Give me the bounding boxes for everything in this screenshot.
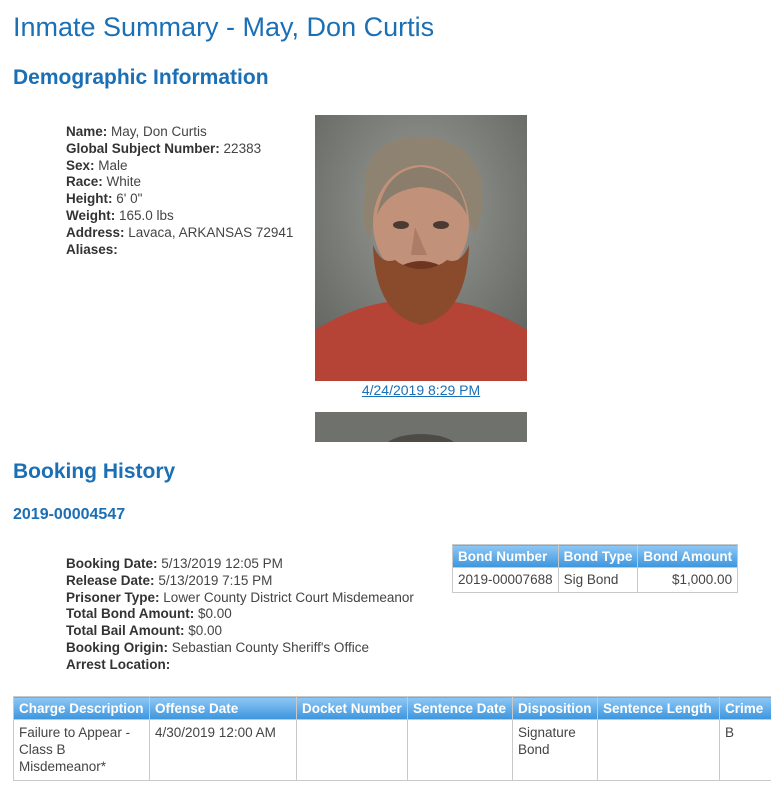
release-date-row: [66, 573, 414, 590]
bond-number-header[interactable]: Bond Number: [453, 545, 559, 568]
booking-origin-row: [66, 640, 414, 657]
field-label: Sex:: [66, 157, 95, 173]
docket-number-header[interactable]: Docket Number: [297, 697, 408, 720]
field-label: Race:: [66, 174, 103, 190]
page-title: Inmate Summary - May, Don Curtis: [13, 12, 435, 42]
field-value: Lavaca, ARKANSAS 72941: [128, 224, 294, 240]
bond-type-header[interactable]: Bond Type: [558, 545, 638, 568]
field-value: $0.00: [188, 623, 223, 639]
bond-type-cell: Sig Bond: [558, 568, 638, 593]
field-label: Address:: [66, 224, 125, 240]
aliases-row: [66, 242, 293, 259]
field-value: 5/13/2019 7:15 PM: [158, 572, 273, 588]
field-label: Total Bond Amount:: [66, 606, 195, 622]
photo-date-link[interactable]: 4/24/2019 8:29 PM: [361, 382, 481, 398]
field-value: May, Don Curtis: [111, 124, 207, 139]
field-label: Arrest Location:: [66, 656, 171, 672]
field-value: 6' 0": [116, 191, 143, 207]
field-label: Global Subject Number:: [66, 140, 220, 156]
field-value: $0.00: [197, 606, 232, 622]
crime-header[interactable]: Crime: [720, 697, 771, 720]
field-label: Booking Date:: [66, 556, 158, 571]
field-label: Name:: [66, 124, 108, 139]
second-mugshot-photo[interactable]: [315, 412, 527, 442]
sentence-length-header[interactable]: Sentence Length: [598, 697, 720, 720]
sentence-length-cell: [598, 720, 720, 781]
booking-fields: [66, 556, 414, 674]
charge-table: [13, 696, 771, 781]
field-label: Height:: [66, 191, 113, 207]
field-value: Lower County District Court Misdemeanor: [163, 589, 414, 605]
field-value: Male: [98, 157, 128, 173]
weight-row: [66, 208, 293, 225]
total-bond-row: [66, 606, 414, 623]
mugshot-image: [315, 115, 527, 381]
bond-number-cell: 2019-00007688: [453, 568, 559, 593]
field-value: 22383: [223, 140, 262, 156]
charge-description-header[interactable]: Charge Description: [14, 697, 150, 720]
second-mugshot-image: [315, 412, 527, 442]
sentence-date-header[interactable]: Sentence Date: [408, 697, 513, 720]
booking-date-row: [66, 556, 414, 573]
demographic-heading: Demographic Information: [13, 66, 269, 89]
field-label: Total Bail Amount:: [66, 623, 185, 639]
bond-amount-cell: $1,000.00: [638, 568, 738, 593]
demographic-fields: [66, 124, 293, 258]
address-row: [66, 225, 293, 242]
charge-header-row: [14, 697, 771, 720]
field-label: Aliases:: [66, 241, 118, 257]
arrest-location-row: [66, 657, 414, 674]
sex-row: [66, 158, 293, 175]
disposition-cell: Signature Bond: [513, 720, 598, 781]
field-value: White: [106, 174, 142, 190]
bond-table: [452, 544, 738, 593]
booking-number: 2019-00004547: [13, 506, 126, 523]
height-row: [66, 191, 293, 208]
race-row: [66, 174, 293, 191]
bond-header-row: [453, 545, 738, 568]
prisoner-type-row: [66, 590, 414, 607]
field-label: Prisoner Type:: [66, 589, 160, 605]
charge-description-cell: Failure to Appear - Class B Misdemeanor*: [14, 720, 150, 781]
field-label: Weight:: [66, 207, 116, 223]
field-label: Release Date:: [66, 572, 155, 588]
booking-history-heading: Booking History: [13, 460, 176, 483]
sentence-date-cell: [408, 720, 513, 781]
field-value: 5/13/2019 12:05 PM: [161, 556, 283, 571]
offense-date-cell: 4/30/2019 12:00 AM: [150, 720, 297, 781]
total-bail-row: [66, 623, 414, 640]
table-row: [453, 568, 738, 593]
subject-number-row: [66, 141, 293, 158]
field-value: 165.0 lbs: [119, 207, 174, 223]
offense-date-header[interactable]: Offense Date: [150, 697, 297, 720]
docket-number-cell: [297, 720, 408, 781]
field-value: Sebastian County Sheriff's Office: [171, 639, 369, 655]
name-row: [66, 124, 293, 141]
crime-cell: B: [720, 720, 771, 781]
disposition-header[interactable]: Disposition: [513, 697, 598, 720]
field-label: Booking Origin:: [66, 639, 168, 655]
mugshot-photo[interactable]: [315, 115, 527, 381]
table-row: [14, 720, 771, 781]
bond-amount-header[interactable]: Bond Amount: [638, 545, 738, 568]
